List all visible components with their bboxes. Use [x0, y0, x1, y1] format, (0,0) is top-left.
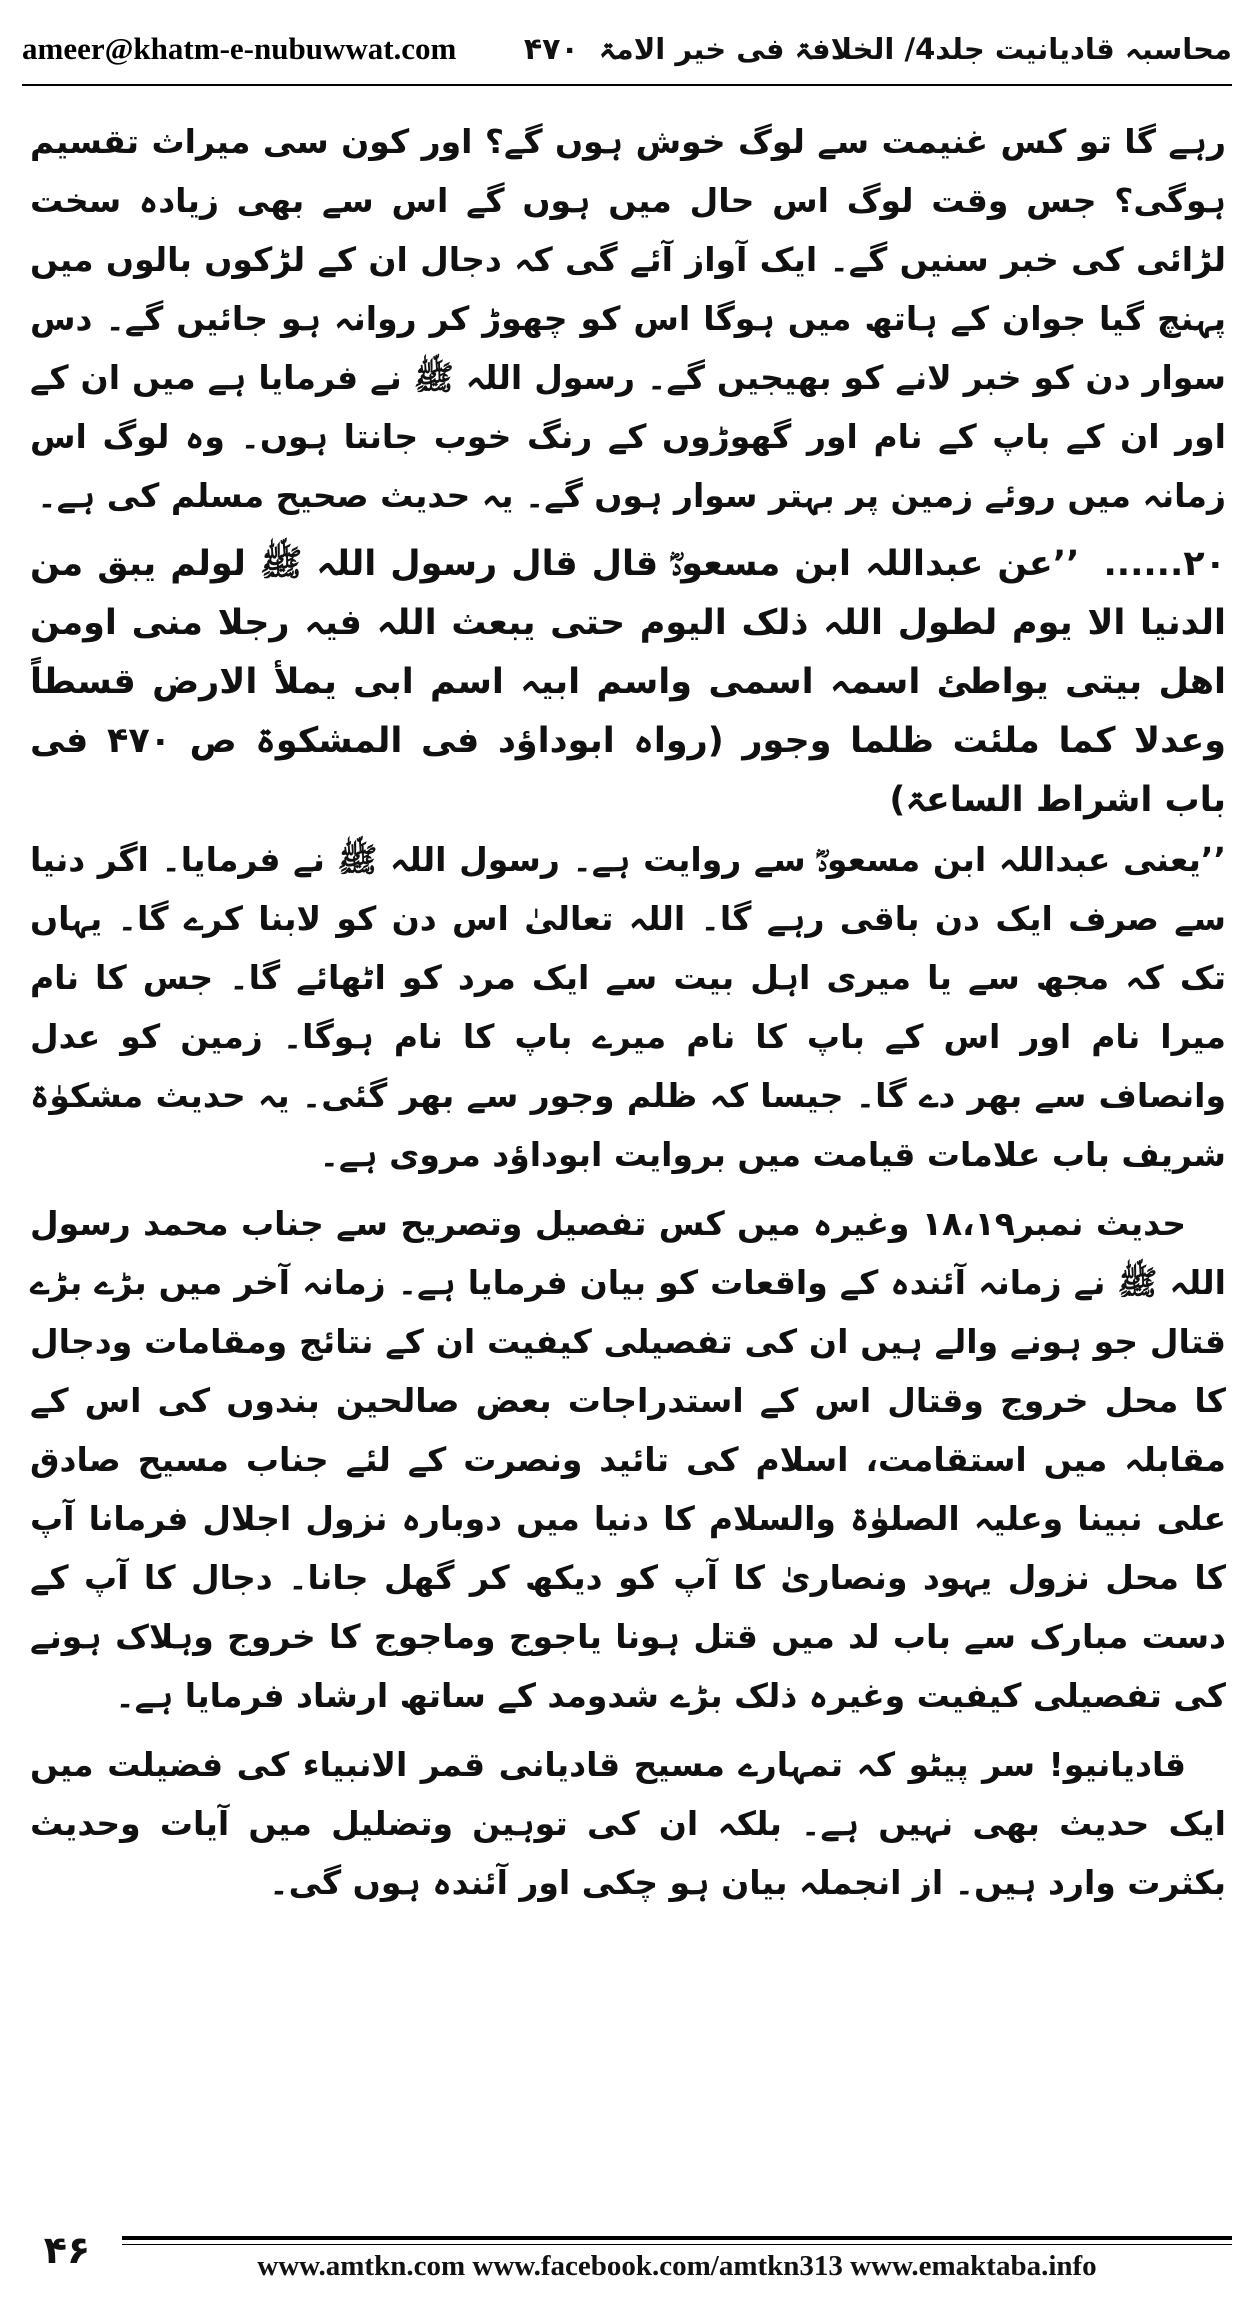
header-title-group: [524, 32, 1232, 67]
page-header: [22, 18, 1232, 80]
footer-rule-thin: [122, 2244, 1232, 2245]
header-title: محاسبہ قادیانیت جلد4/ الخلافۃ فی خیر الامۃ: [598, 32, 1232, 66]
paragraph-4: قادیانیو! سر پیٹو کہ تمہارے مسیح قادیانی قمر الانبیاء کی فضیلت میں ایک حدیث بھی نہیں ہے۔ بلکہ ان کی توہین وتضلیل میں آیات وحدیث بکثرت وارد ہیں۔ از انجملہ بیان ہو چکی اور آئندہ ہوں گی۔: [30, 1745, 1226, 1902]
footer-page-number: ۴۶: [43, 2228, 91, 2272]
hadith-arabic-text: ’’عن عبداللہ ابن مسعودؓ قال قال رسول اللہ ﷺ لولم یبق من الدنیا الا یوم لطول اللہ ذلک الیوم حتی یبعث اللہ فیہ رجلا منی اومن اھل بیتی یواطئ اسمہ اسمی واسم ابیہ اسم ابی یملأ الارض قسطاً وعدلا کما ملئت ظلما وجور (رواہ ابوداؤد فی المشکوۃ ص ۴۷۰ فی باب اشراط الساعۃ): [30, 544, 1226, 820]
hadith-arabic-block: [30, 535, 1226, 830]
header-rule: [22, 84, 1232, 86]
header-page-ref: ۴۷۰: [523, 31, 579, 67]
paragraph-2: ’’یعنی عبداللہ ابن مسعودؓ سے روایت ہے۔ رسول اللہ ﷺ نے فرمایا۔ اگر دنیا سے صرف ایک دن باقی رہے گا۔ اللہ تعالیٰ اس دن کو لابنا کرے گا۔ یہاں تک کہ مجھ سے یا میری اہل بیت سے ایک مرد کو اٹھائے گا۔ جس کا نام میرا نام اور اس کے باپ کا نام میرے باپ کا نام ہوگا۔ زمین کو عدل وانصاف سے بھر دے گا۔ جیسا کہ ظلم وجور سے بھر گئی۔ یہ حدیث مشکوٰۃ شریف باب علامات قیامت میں بروایت ابوداؤد مروی ہے۔: [30, 840, 1226, 1174]
page-footer: [22, 2226, 1232, 2286]
footer-rule: [122, 2236, 1232, 2240]
paragraph-3: حدیث نمبر۱۸،۱۹ وغیرہ میں کس تفصیل وتصریح سے جناب محمد رسول اللہ ﷺ نے زمانہ آئندہ کے واقعات کو بیان فرمایا ہے۔ زمانہ آخر میں بڑے بڑے قتال جو ہونے والے ہیں ان کی تفصیلی کیفیت ان کے نتائج ومقامات ودجال کا محل خروج وقتال اس کے استدراجات بعض صالحین بندوں کی اس کے مقابلہ میں استقامت، اسلام کی تائید ونصرت کے لئے جناب مسیح صادق علی نبینا وعلیہ الصلوٰۃ والسلام کا دنیا میں دوبارہ نزول اجلال فرمانا آپ کا محل نزول یہود ونصاریٰ کا آپ کو دیکھ کر گھل جانا۔ دجال کا آپ کے دست مبارک سے باب لد میں قتل ہونا یاجوج وماجوج کا خروج وہلاک ہونے کی تفصیلی کیفیت وغیرہ ذلک بڑے شدومد کے ساتھ ارشاد فرمایا ہے۔: [30, 1204, 1226, 1715]
hadith-number: ۲۰......: [1103, 544, 1226, 584]
footer-links: www.amtkn.com www.facebook.com/amtkn313 www.emaktaba.info: [257, 2250, 1097, 2282]
paragraph-1: رہے گا تو کس غنیمت سے لوگ خوش ہوں گے؟ اور کون سی میراث تقسیم ہوگی؟ جس وقت لوگ اس حال میں ہوں گے اس سے بھی زیادہ سخت لڑائی کی خبر سنیں گے۔ ایک آواز آئے گی کہ دجال ان کے لڑکوں بالوں میں پہنچ گیا جوان کے ہاتھ میں ہوگا اس کو چھوڑ کر روانہ ہو جائیں گے۔ دس سوار دن کو خبر لانے کو بھیجیں گے۔ رسول اللہ ﷺ نے فرمایا ہے میں ان کے اور ان کے باپ کے نام اور گھوڑوں کے رنگ خوب جانتا ہوں۔ وہ لوگ اس زمانہ میں روئے زمین پر بہتر سوار ہوں گے۔ یہ حدیث صحیح مسلم کی ہے۔: [30, 122, 1226, 515]
page-body: [30, 112, 1226, 2192]
header-email: ameer@khatm-e-nubuwwat.com: [22, 31, 457, 66]
